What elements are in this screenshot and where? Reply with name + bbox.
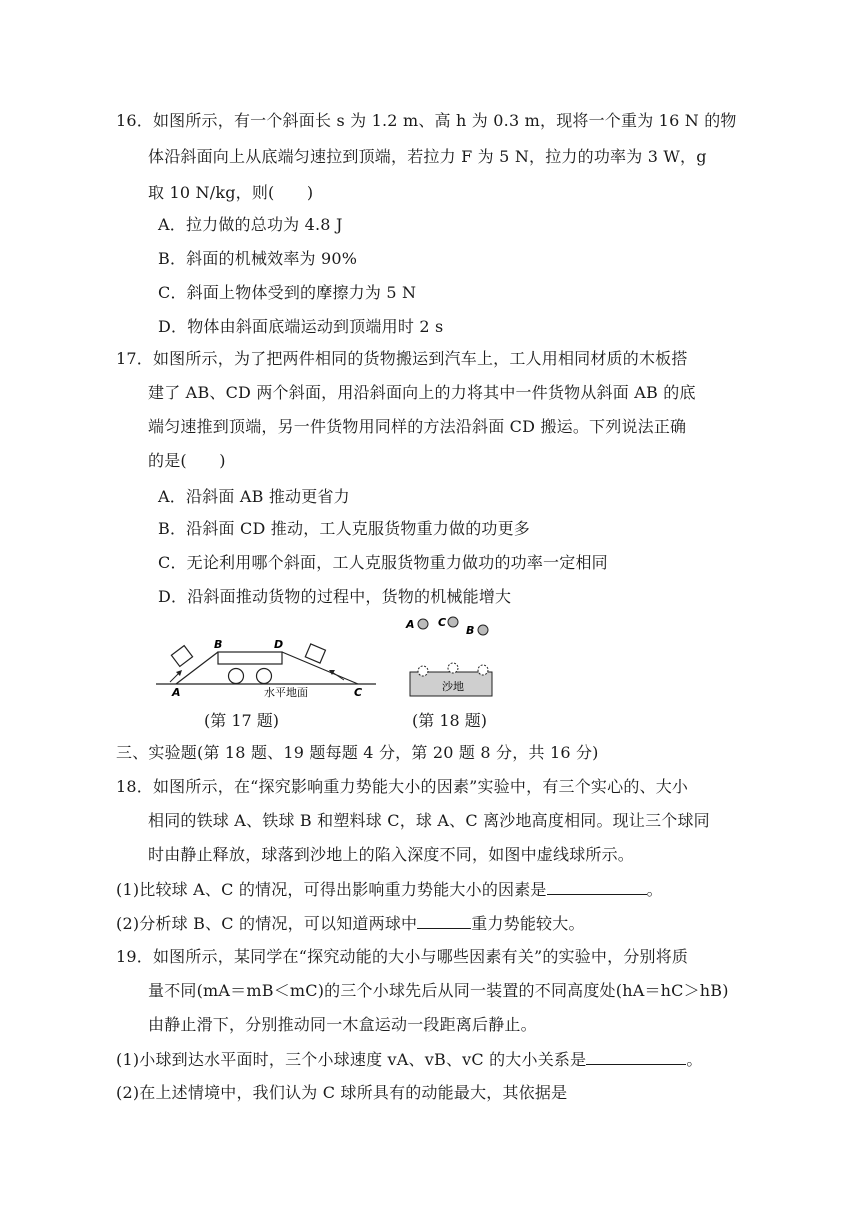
q19-part1-end: 。 (686, 1050, 703, 1069)
fig17-label-a: A (172, 686, 181, 699)
q17-option-d: D．沿斜面推动货物的过程中，货物的机械能增大 (158, 587, 512, 606)
fig18-label-a: A (406, 618, 415, 631)
q18-part2-end: 重力势能较大。 (471, 914, 585, 933)
q16-stem-line2: 体沿斜面向上从底端匀速拉到顶端，若拉力 F 为 5 N，拉力的功率为 3 W，g (148, 147, 707, 166)
fig18-sand-label: 沙地 (442, 680, 464, 693)
q18-part1-text: (1)比较球 A、C 的情况，可得出影响重力势能大小的因素是 (116, 880, 547, 899)
q17-stem-line4: 的是( ) (148, 451, 226, 470)
section-three-heading: 三、实验题(第 18 题、19 题每题 4 分，第 20 题 8 分，共 16 分) (116, 743, 599, 762)
fig17-label-b: B (214, 638, 223, 651)
q16-option-c: C．斜面上物体受到的摩擦力为 5 N (158, 283, 417, 302)
q16-option-a: A．拉力做的总功为 4.8 J (158, 215, 343, 234)
fig17-label-d: D (274, 638, 284, 651)
q18-stem-line3: 时由静止释放，球落到沙地上的陷入深度不同，如图中虚线球所示。 (148, 845, 635, 864)
q19-part2: (2)在上述情境中，我们认为 C 球所具有的动能最大，其依据是 (116, 1083, 568, 1102)
q19-part1 (116, 1048, 703, 1071)
figure-17-ramps (154, 632, 384, 712)
q17-option-c: C．无论利用哪个斜面，工人克服货物重力做功的功率一定相同 (158, 553, 608, 572)
q16-stem-line3: 取 10 N/kg，则( ) (148, 183, 314, 202)
q18-part2 (116, 912, 585, 935)
q19-part1-text: (1)小球到达水平面时，三个小球速度 vA、vB、vC 的大小关系是 (116, 1050, 587, 1069)
figure-18-caption: (第 18 题) (412, 711, 488, 730)
q18-stem-line1: 18．如图所示，在“探究影响重力势能大小的因素”实验中，有三个实心的、大小 (116, 777, 689, 796)
q18-part1 (116, 878, 663, 901)
q18-part2-blank (417, 912, 471, 929)
q16-option-b: B．斜面的机械效率为 90% (158, 249, 358, 268)
q17-stem-line2: 建了 AB、CD 两个斜面，用沿斜面向上的力将其中一件货物从斜面 AB 的底 (148, 383, 696, 402)
q17-stem-line3: 端匀速推到顶端，另一件货物用同样的方法沿斜面 CD 搬运。下列说法正确 (148, 417, 687, 436)
q17-option-a: A．沿斜面 AB 推动更省力 (158, 487, 350, 506)
q19-stem-line2: 量不同(mA＝mB＜mC)的三个小球先后从同一装置的不同高度处(hA＝hC＞hB) (148, 981, 729, 1000)
q19-stem-line3: 由静止滑下，分别推动同一木盒运动一段距离后静止。 (148, 1015, 537, 1034)
figure-18-sand (404, 612, 514, 702)
q19-stem-line1: 19．如图所示，某同学在“探究动能的大小与哪些因素有关”的实验中，分别将质 (116, 947, 689, 966)
figure-17-caption: (第 17 题) (204, 711, 280, 730)
q18-stem-line2: 相同的铁球 A、铁球 B 和塑料球 C，球 A、C 离沙地高度相同。现让三个球同 (148, 811, 710, 830)
fig18-label-c: C (438, 616, 447, 629)
q17-stem-line1: 17．如图所示，为了把两件相同的货物搬运到汽车上，工人用相同材质的木板搭 (116, 349, 688, 368)
q19-part1-blank (586, 1048, 686, 1065)
q18-part1-blank (547, 878, 647, 895)
q16-option-d: D．物体由斜面底端运动到顶端用时 2 s (158, 317, 444, 336)
q18-part1-end: 。 (646, 880, 663, 899)
fig17-ground-label: 水平地面 (264, 686, 308, 699)
fig17-label-c: C (354, 686, 363, 699)
q18-part2-text: (2)分析球 B、C 的情况，可以知道两球中 (116, 914, 418, 933)
q17-option-b: B．沿斜面 CD 推动，工人克服货物重力做的功更多 (158, 519, 531, 538)
fig18-label-b: B (466, 624, 475, 637)
q16-stem-line1: 16．如图所示，有一个斜面长 s 为 1.2 m、高 h 为 0.3 m，现将一个重为 16 N 的物 (116, 111, 737, 130)
